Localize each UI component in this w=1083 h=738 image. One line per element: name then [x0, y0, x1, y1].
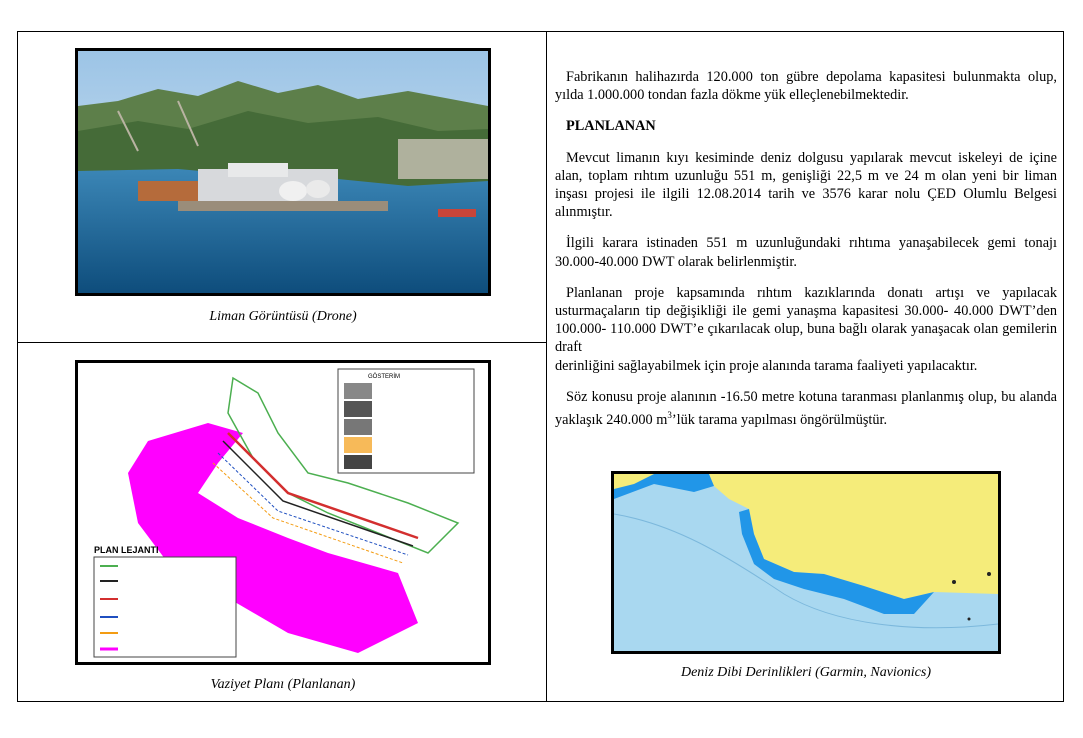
depth-caption: Deniz Dibi Derinlikleri (Garmin, Navionics) — [680, 665, 932, 680]
section-heading: PLANLANAN — [566, 118, 656, 135]
paragraph-project-a — [555, 284, 1057, 357]
paragraph-ced: Mevcut limanın kıyı kesiminde deniz dolgusu yapılarak mevcut iskeleyi de içine alan, toplam rıhtım uzunluğu 551 m, genişliği 22,5 m ve 24 m olan yeni bir liman inşası projesi ile ilgili 12.08.2014 tarih ve 3576 karar nolu ÇED Olumlu Belgesi alınmıştır. — [555, 149, 1057, 221]
dredging-text: Söz konusu proje alanının -16.50 metre kotuna taranması planlanmış olup, bu alanda yaklaşık 240.000 m — [555, 388, 1057, 428]
drone-photo — [75, 48, 491, 296]
plan-caption: Vaziyet Planı (Planlanan) — [210, 677, 356, 692]
drone-photo-illustration — [78, 51, 488, 293]
depth-chart — [611, 471, 1001, 654]
site-plan-illustration — [78, 363, 488, 662]
paragraph-project-a-text: Planlanan proje kapsamında rıhtım kazıklarında donatı artışı ve yapılacak usturmaçaların tip değişikliği ile gemi yanaşma kapasitesi 30.000- 40.000 DWT’den 100.000- 110.000 DWT’e çıkarılacak olup, buna bağlı olarak yanaşacak olan gemilerin draft — [555, 284, 1057, 356]
site-plan — [75, 360, 491, 665]
row-divider — [17, 342, 547, 343]
dredging-text-end: ’lük tarama yapılması öngörülmüştür. — [671, 411, 888, 428]
paragraph-tonnage: İlgili karara istinaden 551 m uzunluğundaki rıhtıma yanaşabilecek gemi tonajı 30.000-40.000 DWT olarak belirlenmiştir. — [555, 235, 1057, 270]
paragraph-dredging — [555, 388, 1057, 429]
column-divider — [546, 31, 547, 702]
gosterim-title: GÖSTERİM — [368, 374, 401, 380]
legend-title: PLAN LEJANTI — [94, 545, 159, 555]
depth-chart-illustration — [614, 474, 998, 651]
paragraph-capacity: Fabrikanın halihazırda 120.000 ton gübre depolama kapasitesi bulunmakta olup, yılda 1.000.000 tondan fazla dökme yük elleçlenebilmektedir. — [555, 69, 1057, 104]
description-text — [555, 68, 1057, 442]
drone-caption: Liman Görüntüsü (Drone) — [209, 309, 357, 324]
dredging-sup: 3 — [667, 410, 672, 421]
paragraph-project-b: derinliğini sağlayabilmek için proje alanında tarama faaliyeti yapılacaktır. — [555, 357, 978, 374]
